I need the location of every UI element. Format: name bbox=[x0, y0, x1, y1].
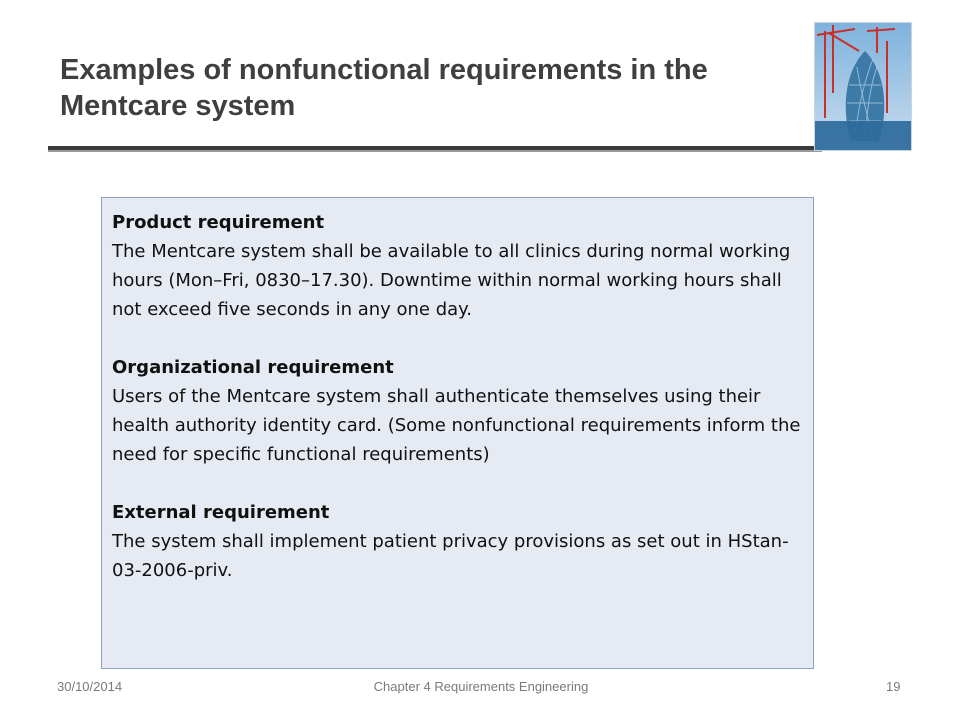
footer-chapter: Chapter 4 Requirements Engineering bbox=[373, 679, 589, 694]
requirement-text: The system shall implement patient privacy provisions as set out in HStan-03-2006-priv. bbox=[112, 531, 789, 581]
organizational-requirement bbox=[112, 353, 813, 469]
product-requirement bbox=[112, 208, 813, 324]
requirement-heading: External requirement bbox=[112, 502, 330, 523]
footer-page-number: 19 bbox=[886, 679, 901, 694]
requirements-box bbox=[101, 197, 814, 669]
requirement-text: Users of the Mentcare system shall authenticate themselves using their health authority identity card. (Some nonfunctional requirements inform the need for specific functional requirements) bbox=[112, 386, 801, 465]
slide-title: Examples of nonfunctional requirements in the Mentcare system bbox=[60, 54, 708, 122]
requirement-heading: Organizational requirement bbox=[112, 357, 394, 378]
requirement-text: The Mentcare system shall be available to all clinics during normal working hours (Mon–Fri, 0830–17.30). Downtime within normal working hours shall not exceed five seconds in any one day. bbox=[112, 241, 791, 320]
footer-date: 30/10/2014 bbox=[57, 679, 123, 694]
external-requirement bbox=[112, 498, 813, 585]
requirement-heading: Product requirement bbox=[112, 212, 325, 233]
title-underline-shadow bbox=[48, 150, 822, 152]
book-cover-image bbox=[814, 22, 912, 151]
